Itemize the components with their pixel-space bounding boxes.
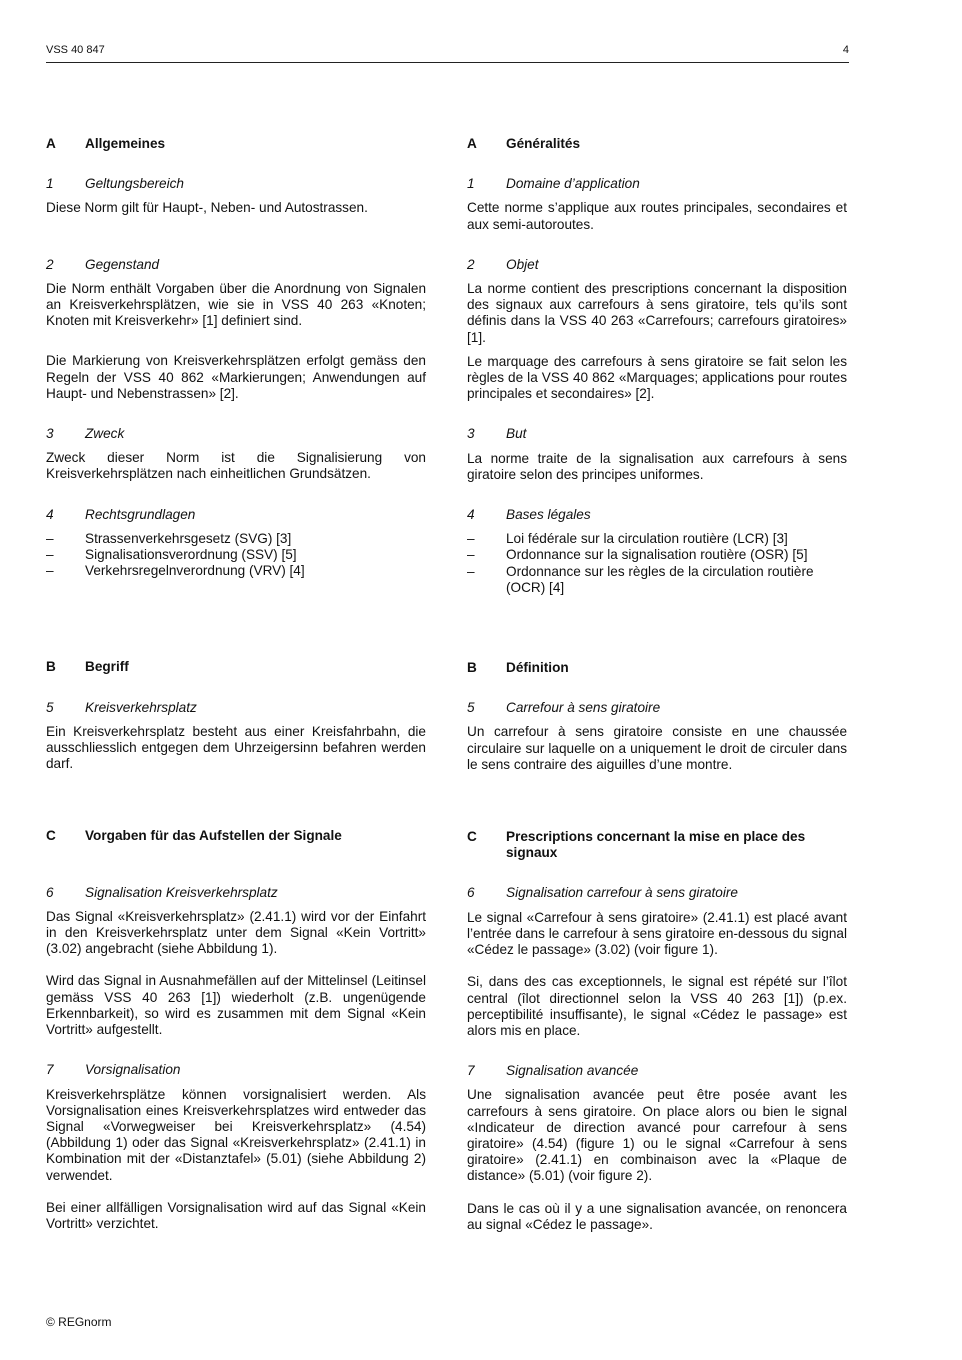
legal-basis-list xyxy=(46,531,426,580)
list-item: – Ordonnance sur les règles de la circulation routière (OCR) [4] xyxy=(467,563,814,595)
paragraph: Cette norme s’applique aux routes principales, secondaires et aux semi-autoroutes. xyxy=(467,200,847,232)
section-title: Définition xyxy=(506,660,569,676)
subsection-heading-5: 5 Kreisverkehrsplatz xyxy=(46,699,197,715)
paragraph: Kreisverkehrsplätze können vorsignalisiert werden. Als Vorsignalisation eines Kreisverkehrsplatzes wird entweder das Signal «Vorwegweiser bei Kreisverkehrsplatz» (4.54) (Abbildung 1) oder das Signal «Kreisverkehrsplatz» (2.41.1) in Kombination mit der «Distanztafel» (5.01) (siehe Abbildung 2) verwendet. xyxy=(46,1086,426,1183)
section-heading-c: C Prescriptions concernant la mise en place des signaux xyxy=(467,829,847,861)
document-id: VSS 40 847 xyxy=(46,44,105,56)
subsection-heading-2: 2 Objet xyxy=(467,256,539,272)
subsection-heading-6: 6 Signalisation carrefour à sens giratoire xyxy=(467,885,738,901)
paragraph: Une signalisation avancée peut être posée avant les carrefours à sens giratoire. On place alors ou bien le signal «Indicateur de direction avancé pour carrefour à sens giratoire» (4.54) (figure 1) ou le signal «Carrefour à sens giratoire» (2.41.1) en combinaison avec la «Plaque de distance» (5.01) (voir figure 2). xyxy=(467,1087,847,1184)
subsection-heading-3: 3 But xyxy=(467,426,527,442)
french-column xyxy=(467,134,847,1233)
paragraph: La norme traite de la signalisation aux carrefours à sens giratoire selon des principes uniformes. xyxy=(467,450,847,482)
section-heading-a: A Allgemeines xyxy=(46,136,166,151)
subsection-heading-6: 6 Signalisation Kreisverkehrsplatz xyxy=(46,884,278,900)
list-item: – Loi fédérale sur la circulation routière (LCR) [3] xyxy=(467,531,788,547)
paragraph: Un carrefour à sens giratoire consiste en une chaussée circulaire sur laquelle on a uniquement le droit de circuler dans le sens contraire des aiguilles d’une montre. xyxy=(467,724,847,772)
section-title: Begriff xyxy=(85,659,129,675)
paragraph: Das Signal «Kreisverkehrsplatz» (2.41.1) wird vor der Einfahrt in den Kreisverkehrsplatz unter dem Signal «Kein Vortritt» (3.02) angebracht (siehe Abbildung 1). xyxy=(46,908,426,957)
copyright-footer: © REGnorm xyxy=(46,1315,112,1329)
paragraph: Die Markierung von Kreisverkehrsplätzen erfolgt gemäss den Regeln der VSS 40 862 «Markierungen; Anwendungen auf Haupt- und Nebenstrassen» [2]. xyxy=(46,353,426,401)
list-item: – Ordonnance sur la signalisation routière (OSR) [5] xyxy=(467,547,808,563)
section-heading-a: A Généralités xyxy=(467,136,581,151)
list-item: – Strassenverkehrsgesetz (SVG) [3] xyxy=(46,530,292,546)
section-title: Généralités xyxy=(506,136,581,151)
paragraph: La norme contient des prescriptions concernant la disposition des signaux aux carrefours à sens giratoire, tels qu’ils sont définis dans la VSS 40 263 «Carrefours; carrefours giratoires» [1]. xyxy=(467,281,847,345)
paragraph: Bei einer allfälligen Vorsignalisation wird auf das Signal «Kein Vortritt» verzichtet. xyxy=(46,1199,426,1231)
subsection-heading-5: 5 Carrefour à sens giratoire xyxy=(467,700,661,716)
subsection-heading-7: 7 Vorsignalisation xyxy=(46,1062,181,1078)
list-item: – Verkehrsregelnverordnung (VRV) [4] xyxy=(46,563,305,579)
section-heading-b: B Définition xyxy=(467,660,569,676)
page-header xyxy=(46,40,849,63)
subsection-heading-7: 7 Signalisation avancée xyxy=(467,1063,639,1079)
paragraph: Die Norm enthält Vorgaben über die Anordnung von Signalen an Kreisverkehrsplätzen, wie sie in VSS 40 263 «Knoten; Knoten mit Kreisverkehr» [1] definiert sind. xyxy=(46,280,426,329)
section-heading-b: B Begriff xyxy=(46,659,129,675)
paragraph: Si, dans des cas exceptionnels, le signal est répété sur l’îlot central (îlot directionnel selon la VSS 40 263 [1]) (p.ex. perceptibilité insuffisante), le signal «Cédez le passage» est alors mis en place. xyxy=(467,974,847,1038)
german-column xyxy=(46,134,426,1232)
section-heading-c: C Vorgaben für das Aufstellen der Signale xyxy=(46,828,342,844)
subsection-heading-4: 4 Rechtsgrundlagen xyxy=(46,506,196,522)
section-title: Vorgaben für das Aufstellen der Signale xyxy=(85,828,342,844)
subsection-heading-2: 2 Gegenstand xyxy=(46,256,160,272)
paragraph: Wird das Signal in Ausnahmefällen auf der Mittelinsel (Leitinsel gemäss VSS 40 263 [1]) wiederholt (z.B. ungenügende Erkennbarkeit), so wird es zusammen mit dem Signal «Kein Vortritt» aufgestellt. xyxy=(46,973,426,1038)
section-title: Allgemeines xyxy=(85,136,166,151)
section-title: Prescriptions concernant la mise en place des signaux xyxy=(506,829,806,861)
list-item: – Signalisationsverordnung (SSV) [5] xyxy=(46,547,297,563)
subsection-heading-4: 4 Bases légales xyxy=(467,507,591,523)
paragraph: Le signal «Carrefour à sens giratoire» (2.41.1) est placé avant l’entrée dans le carrefour à sens giratoire en-dessous du signal «Cédez le passage» (3.02) (voir figure 1). xyxy=(467,909,847,958)
paragraph: Zweck dieser Norm ist die Signalisierung von Kreisverkehrsplätzen nach einheitlichen Grundsätzen. xyxy=(46,450,426,482)
paragraph: Le marquage des carrefours à sens giratoire se fait selon les règles de la VSS 40 862 «Marquages; applications pour routes principales et secondaires» [2]. xyxy=(467,353,847,402)
subsection-heading-3: 3 Zweck xyxy=(46,426,125,442)
legal-basis-list xyxy=(467,531,847,596)
paragraph: Diese Norm gilt für Haupt-, Neben- und Autostrassen. xyxy=(46,200,368,216)
page-number: 4 xyxy=(842,44,849,56)
paragraph: Dans le cas où il y a une signalisation avancée, on renoncera au signal «Cédez le passage». xyxy=(467,1200,847,1232)
subsection-heading-1: 1 Domaine d’application xyxy=(467,176,640,192)
paragraph: Ein Kreisverkehrsplatz besteht aus einer Kreisfahrbahn, die ausschliesslich entgegen dem Uhrzeigersinn befahren werden darf. xyxy=(46,723,426,772)
subsection-heading-1: 1 Geltungsbereich xyxy=(46,176,184,192)
